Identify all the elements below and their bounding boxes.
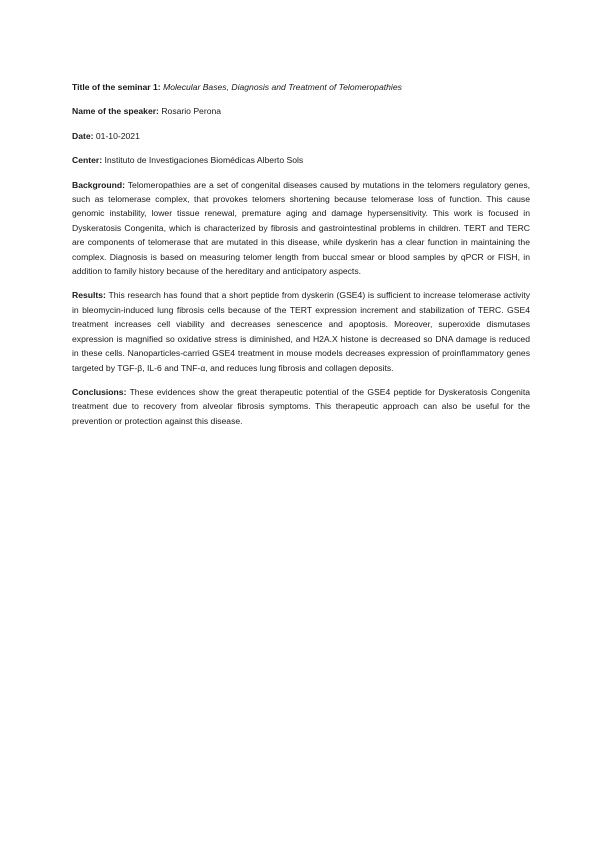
speaker-value: Rosario Perona xyxy=(161,106,222,117)
date-value: 01-10-2021 xyxy=(95,130,140,141)
seminar-title-line xyxy=(72,80,530,94)
document-page xyxy=(72,80,530,438)
conclusions-paragraph xyxy=(72,385,530,428)
speaker-line xyxy=(72,104,530,118)
results-paragraph xyxy=(72,288,530,374)
results-label: Results: xyxy=(72,290,106,301)
center-label: Center: xyxy=(72,155,103,166)
conclusions-label: Conclusions: xyxy=(72,386,127,397)
date-line xyxy=(72,129,530,143)
seminar-title-label: Title of the seminar 1: xyxy=(72,82,161,92)
center-value: Instituto de Investigaciones Biomédicas Alberto Sols xyxy=(104,155,304,166)
center-line xyxy=(72,153,530,167)
speaker-label: Name of the speaker: xyxy=(72,106,159,117)
conclusions-text: These evidences show the great therapeutic potential of the GSE4 peptide for Dyskeratosis Congenita treatment due to recovery from alveolar fibrosis symptoms. This therapeutic approach can also be useful for the prevention or protection against this disease. xyxy=(72,386,530,426)
seminar-title-value: Molecular Bases, Diagnosis and Treatment of Telomeropathies xyxy=(163,82,402,92)
background-paragraph xyxy=(72,178,530,279)
date-label: Date: xyxy=(72,130,94,141)
results-text: This research has found that a short peptide from dyskerin (GSE4) is sufficient to increase telomerase activity in bleomycin-induced lung fibrosis cells because of the TERT expression increment and stabilization of TERC. GSE4 treatment increases cell viability and decreases senescence and apoptosis. Moreover, superoxide dismutases expression is magnified so oxidative stress is diminished, and H2A.X histone is decreased so DNA damage is reduced in these cells. Nanoparticles-carried GSE4 treatment in mouse models decreases expression of proinflammatory genes targeted by TGF-β, IL-6 and TNF-α, and reduces lung fibrosis and collagen deposits. xyxy=(72,290,531,373)
background-label: Background: xyxy=(72,179,125,190)
background-text: Telomeropathies are a set of congenital diseases caused by mutations in the telomers regulatory genes, such as telomerase complex, that provokes telomers shortening because telomerase loss of function. This cause genomic instability, lower tissue renewal, premature aging and damage hypersensitivity. This work is focused in Dyskeratosis Congenita, which is characterized by fibrosis and gastrointestinal problems in children. TERT and TERC are components of telomerase that are mutated in this disease, while dyskerin has a clear function in maintaining the complex. Diagnosis is based on measuring telomer length from buccal smear or blood samples by qPCR or FISH, in addition to family history because of the hereditary and anticipatory aspects. xyxy=(72,179,530,277)
